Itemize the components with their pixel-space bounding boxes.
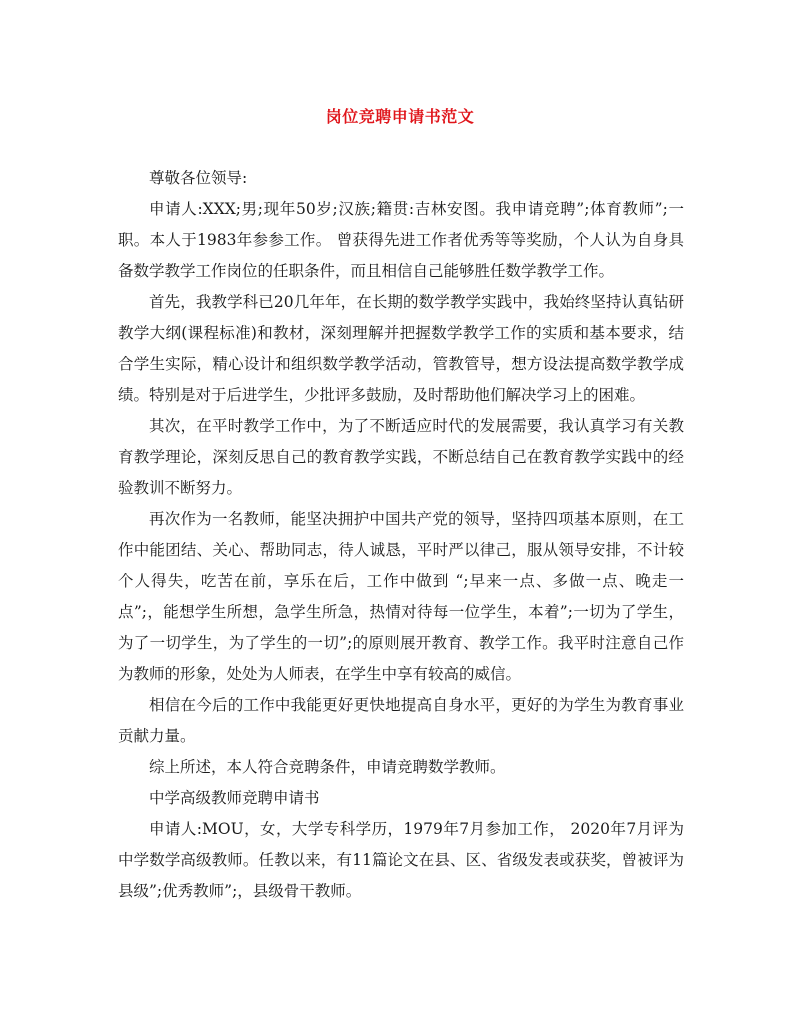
section-heading: 中学高级教师竞聘申请书 [149, 789, 320, 807]
document-body [118, 163, 684, 907]
paragraph-summary: 综上所述，本人符合竞聘条件，申请竞聘数学教师。 [149, 758, 506, 776]
paragraph-first: 首先，我教学科已20几年年，在长期的数学教学实践中，我始终坚持认真钻研教学大纲(课程标准)和教材，深刻理解并把握数学教学工作的实质和基本要求，结合学生实际，精心设计和组织数学教学活动，管教管导，想方设法提高数学教学成绩。特别是对于后进学生，少批评多鼓励，及时帮助他们解决学习上的困难。 [118, 293, 684, 404]
paragraph-second: 其次，在平时教学工作中，为了不断适应时代的发展需要，我认真学习有关教育教学理论，深刻反思自己的教育教学实践，不断总结自己在教育教学实践中的经验教训不断努力。 [118, 417, 684, 497]
salutation: 尊敬各位领导: [149, 169, 248, 187]
paragraph-second-applicant: 申请人:MOU，女，大学专科学历，1979年7月参加工作， 2020年7月评为中学数学高级教师。任教以来，有11篇论文在县、区、省级发表或获奖，曾被评为县级”;优秀教师”;，县级骨干教师。 [118, 820, 684, 900]
paragraph-third: 再次作为一名教师，能坚决拥护中国共产党的领导，坚持四项基本原则，在工作中能团结、关心、帮助同志，待人诚恳，平时严以律己，服从领导安排，不计较个人得失，吃苦在前，享乐在后，工作中做到 “;早来一点、多做一点、晚走一点”;，能想学生所想，急学生所急，热情对待每一位学生，本着”;一切为了学生，为了一切学生，为了学生的一切”;的原则展开教育、教学工作。我平时注意自己作为教师的形象，处处为人师表，在学生中享有较高的威信。 [118, 510, 684, 683]
document-title: 岗位竞聘申请书范文 [325, 107, 475, 126]
paragraph-future: 相信在今后的工作中我能更好更快地提高自身水平，更好的为学生为教育事业贡献力量。 [118, 696, 684, 745]
paragraph-applicant-intro: 申请人:XXX;男;现年50岁;汉族;籍贯:吉林安图。我申请竞聘”;体育教师”;一职。本人于1983年参参工作。 曾获得先进工作者优秀等等奖励，个人认为自身具备数学教学工作岗位的任职条件，而且相信自己能够胜任数学教学工作。 [118, 200, 684, 280]
